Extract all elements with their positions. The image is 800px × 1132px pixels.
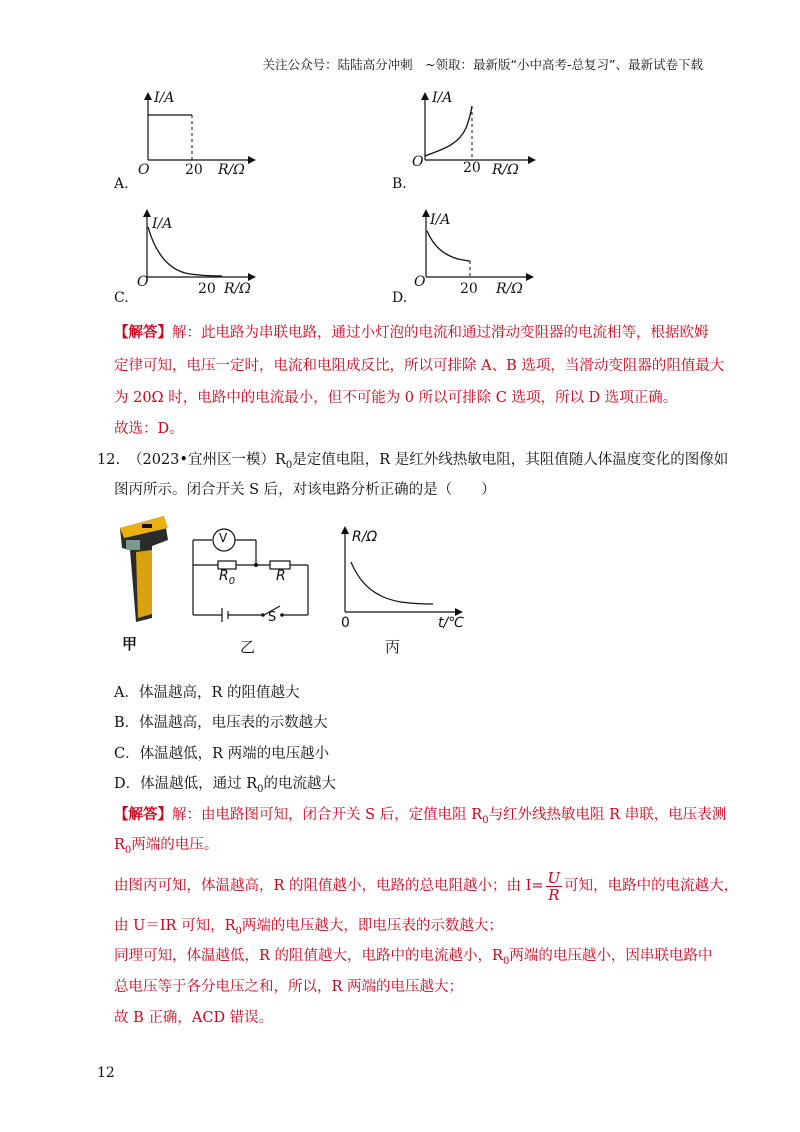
answer12-line-2: $R_0$两端的电压。 <box>114 837 219 856</box>
caption-bing: 丙 <box>385 638 401 656</box>
graph-d-origin: O <box>414 274 426 290</box>
q12-number: 12. <box>97 452 121 468</box>
q12-option-a: A．体温越高，R 的阻值越大 <box>114 685 300 701</box>
answer12-line-6: 总电压等于各分电压之和，所以，R 两端的电压越大； <box>114 979 464 995</box>
answer12-line-4: 由 U＝IR 可知，$R_0$两端的电压越大，即电压表的示数越大； <box>114 918 503 937</box>
graph-r-ylabel: R/Ω <box>352 529 378 545</box>
q12-stem-1: （2023•宜州区一模）$R_0$是定值电阻，R 是红外线热敏电阻，其阻值随人体温度变化的图像如 <box>128 452 729 471</box>
q12-stem-2: 图丙所示。闭合开关 S 后，对该电路分析正确的是（ ） <box>114 482 496 498</box>
graph-a-tick: 20 <box>185 162 203 178</box>
answer11-line-3: 为 20Ω 时，电路中的电流最小，但不可能为 0 所以可排除 C 选项，所以 D 选项正确。 <box>114 390 678 406</box>
graph-c-origin: O <box>137 274 149 290</box>
graph-a-ylabel: I/A <box>154 90 175 106</box>
graph-b-xlabel: R/Ω <box>492 162 519 178</box>
option-a-label: A. <box>114 176 129 192</box>
answer-tag: 【解答】 <box>114 806 172 823</box>
answer-tag: 【解答】 <box>114 324 172 341</box>
fraction-u-over-r: $\frac{U}{R}$ <box>547 868 561 904</box>
graph-d-xlabel: R/Ω <box>496 281 523 297</box>
caption-yi: 乙 <box>240 638 256 656</box>
graph-c-tick: 20 <box>198 281 216 297</box>
answer12-line-3: 由图丙可知，体温越高，R 的阻值越小，电路的总电阻越小；由 I= $\frac{U}{R}$ 可知，电路中的电流越大， <box>114 868 739 904</box>
graph-a-xlabel: R/Ω <box>218 162 245 178</box>
infrared-thermometer-image <box>112 510 172 625</box>
answer12-line-5: 同理可知，体温越低，R 的阻值越大，电路中的电流越小，$R_0$两端的电压越小，因串联电路中 <box>114 948 713 967</box>
graph-d-tick: 20 <box>460 281 478 297</box>
graph-r-xlabel: t/℃ <box>438 615 464 631</box>
answer11-line-2: 定律可知，电压一定时，电流和电阻成反比，所以可排除 A、B 选项，当滑动变阻器的阻值最大 <box>114 358 725 374</box>
answer11-line-1: 【解答】解：此电路为串联电路，通过小灯泡的电流和通过滑动变阻器的电流相等，根据欧姆 <box>114 324 709 341</box>
q12-option-b: B．体温越高，电压表的示数越大 <box>114 715 328 731</box>
voltmeter-label: V <box>219 531 228 545</box>
graph-a-origin: O <box>138 162 150 178</box>
q12-option-c: C．体温越低，R 两端的电压越小 <box>114 746 330 762</box>
switch-label: S <box>268 610 277 625</box>
answer12-line-1: 【解答】解：由电路图可知，闭合开关 S 后，定值电阻 $R_0$与红外线热敏电阻 R 串联，电压表测 <box>114 806 727 826</box>
graph-b-tick: 20 <box>463 160 481 176</box>
option-d-label: D. <box>392 290 408 306</box>
caption-jia: 甲 <box>122 635 138 653</box>
circuit-diagram <box>188 520 313 625</box>
q12-option-d: D．体温越低，通过 $R_0$的电流越大 <box>114 776 337 795</box>
option-b-label: B. <box>392 176 407 192</box>
graph-b-ylabel: I/A <box>432 90 453 106</box>
graph-d-ylabel: I/A <box>430 212 451 228</box>
graph-c-xlabel: R/Ω <box>224 281 251 297</box>
graph-c-ylabel: I/A <box>152 216 173 232</box>
r0-label: $R_0$ <box>219 568 236 587</box>
answer11-line-4: 故选：D。 <box>114 421 184 437</box>
answer12-line-7: 故 B 正确，ACD 错误。 <box>114 1010 274 1026</box>
page-header: 关注公众号：陆陆高分冲刺 ~领取：最新版“小中高考-总复习”、最新试卷下载 <box>262 57 703 72</box>
r-label: R <box>276 568 286 584</box>
graph-b-origin: O <box>412 154 424 170</box>
graph-r-origin: 0 <box>341 615 350 631</box>
page-number: 12 <box>97 1065 115 1081</box>
option-c-label: C. <box>114 290 129 306</box>
